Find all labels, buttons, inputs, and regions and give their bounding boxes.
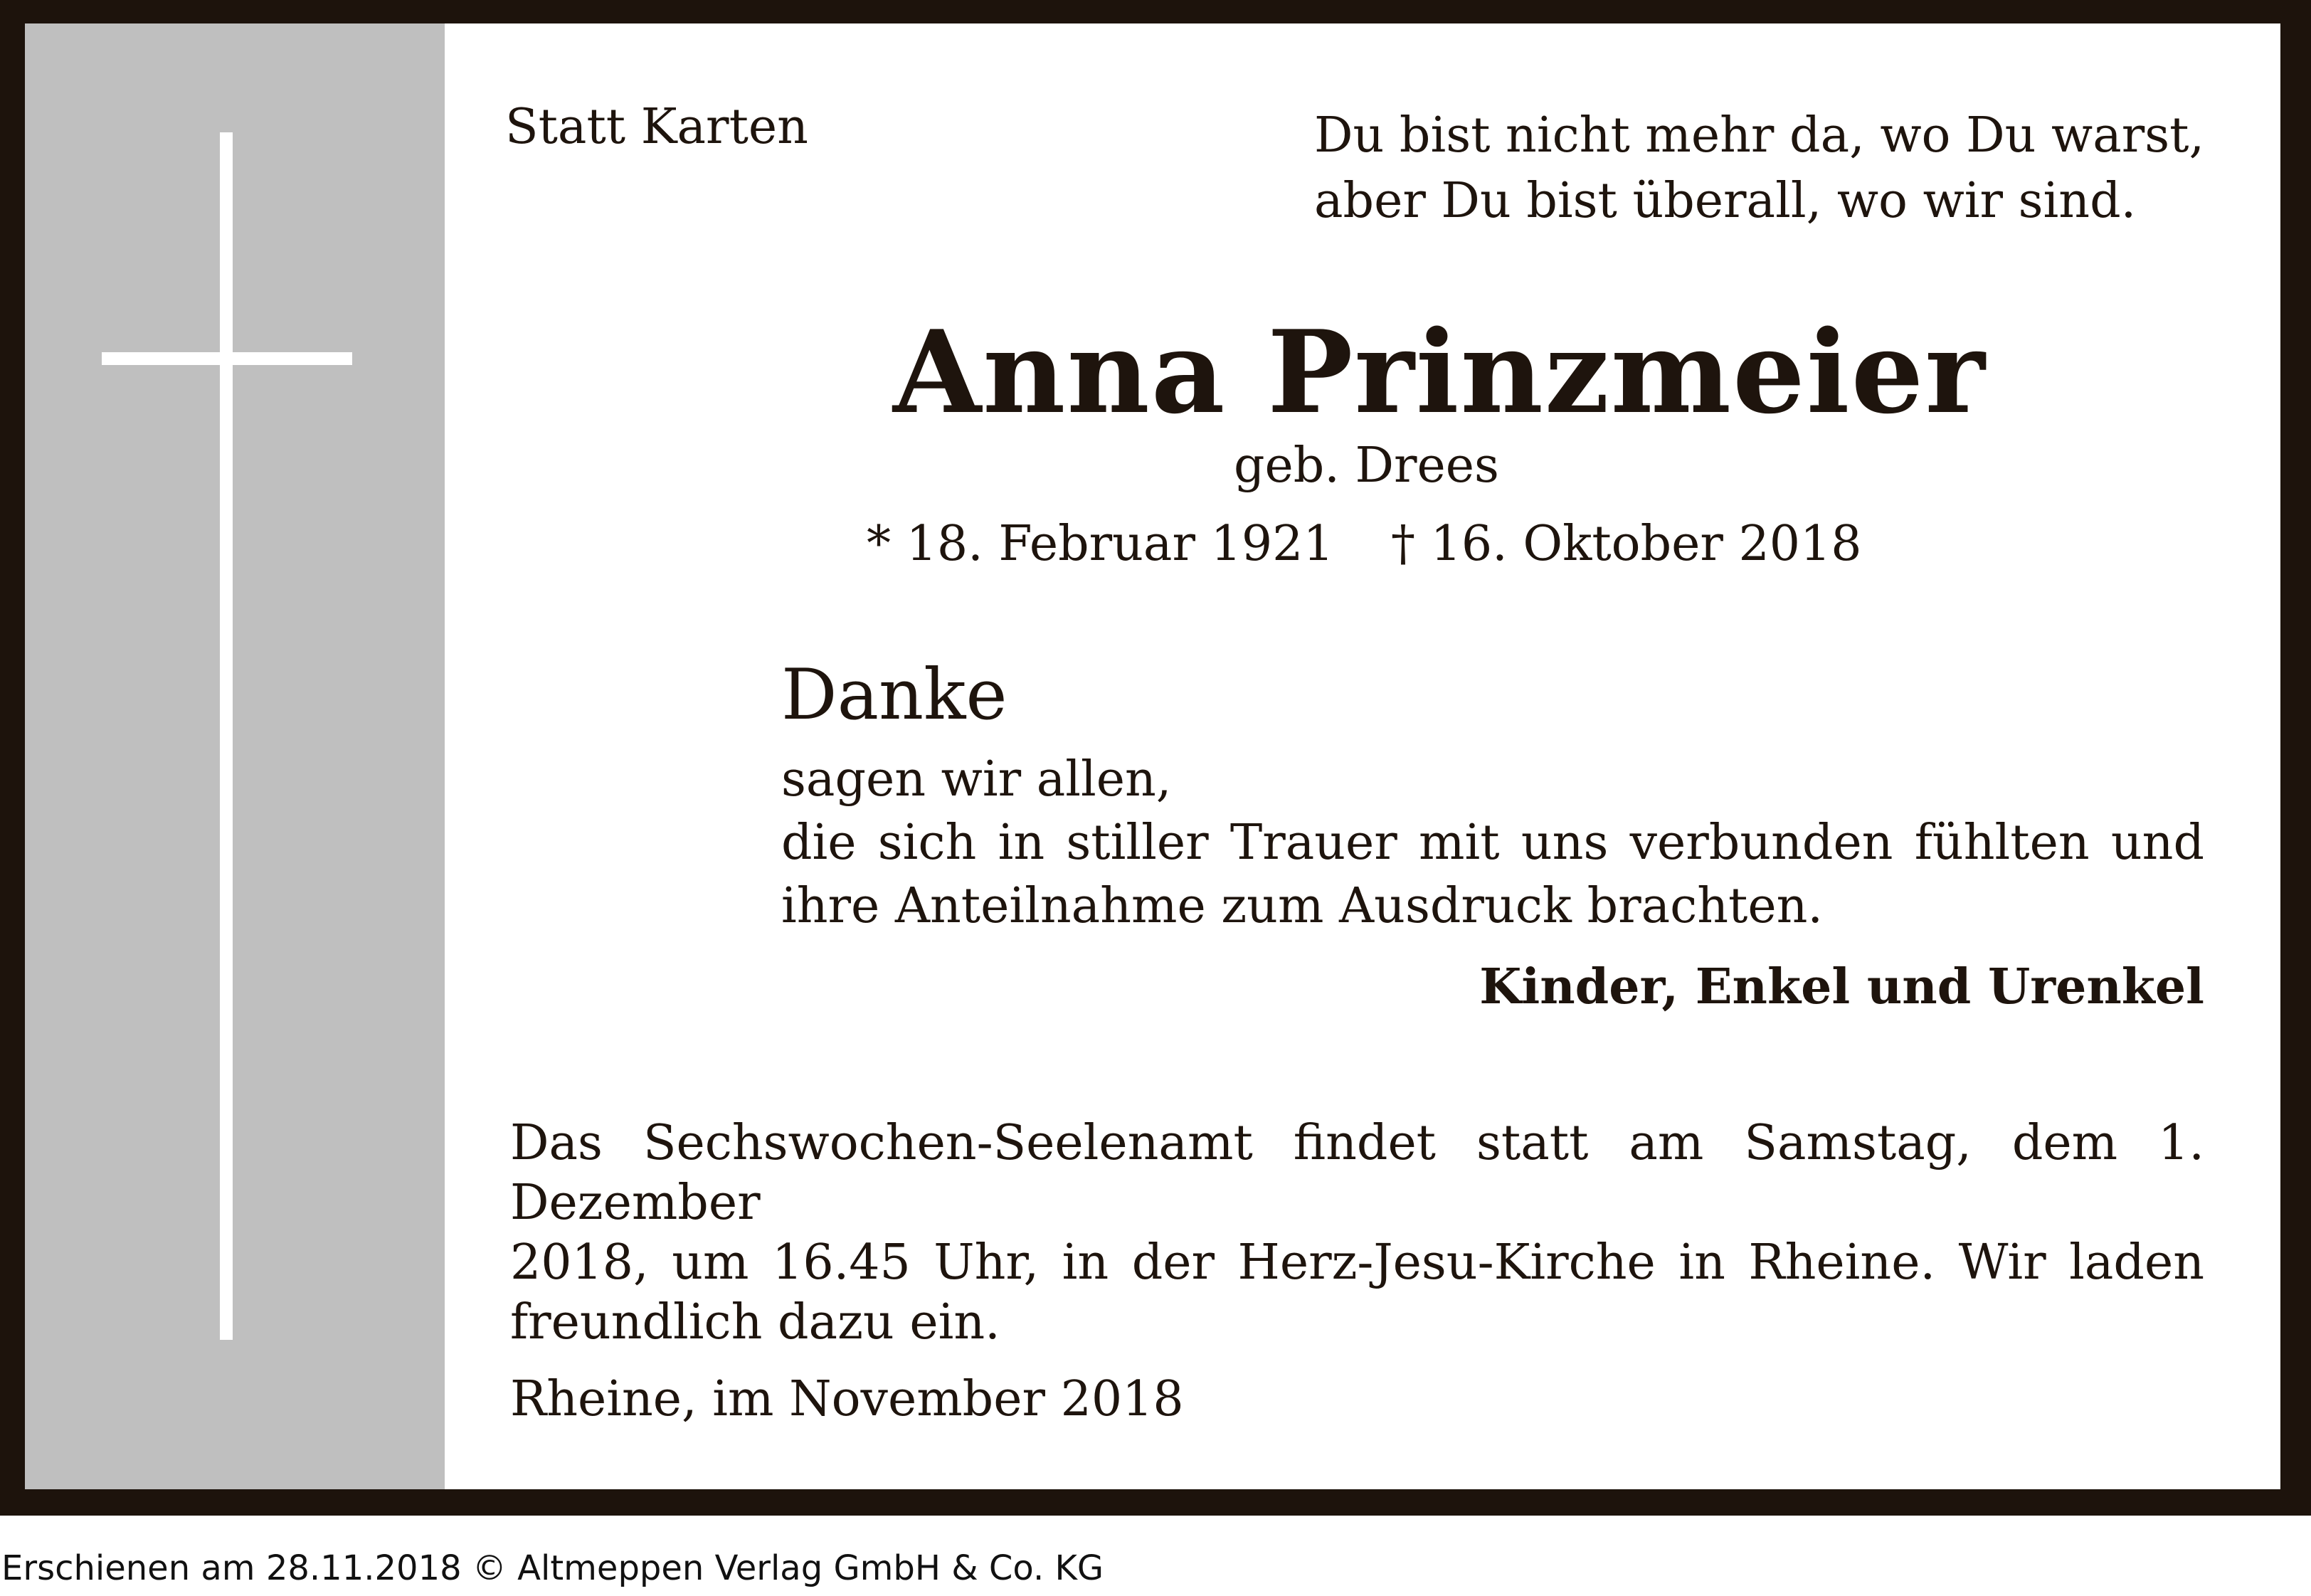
thanks-line: ihre Anteilnahme zum Ausdruck brachten. xyxy=(781,878,1824,934)
obituary-content xyxy=(25,23,2280,1489)
quote-line: Du bist nicht mehr da, wo Du warst, xyxy=(1314,107,2205,164)
memorial-quote xyxy=(1314,103,2204,234)
deceased-name: Anna Prinzmeier xyxy=(893,305,1987,439)
place-date: Rheine, im November 2018 xyxy=(510,1371,1184,1427)
service-announcement xyxy=(510,1114,2204,1353)
maiden-name: geb. Drees xyxy=(1234,438,1499,494)
service-line: freundlich dazu ein. xyxy=(510,1294,1000,1351)
thanks-line: die sich in stiller Trauer mit uns verbunden fühlten und xyxy=(781,815,2204,871)
quote-line: aber Du bist überall, wo wir sind. xyxy=(1314,173,2137,229)
publication-footer: Erschienen am 28.11.2018 © Altmeppen Verlag GmbH & Co. KG xyxy=(1,1548,1104,1588)
family-signature: Kinder, Enkel und Urenkel xyxy=(1479,958,2204,1015)
statt-karten-label: Statt Karten xyxy=(505,99,808,155)
obituary-card xyxy=(25,23,2280,1489)
thanks-text xyxy=(781,748,2204,938)
death-date: † 16. Oktober 2018 xyxy=(1391,516,1862,572)
service-line: 2018, um 16.45 Uhr, in der Herz-Jesu-Kirche in Rheine. Wir laden xyxy=(510,1235,2204,1291)
service-line: Das Sechswochen-Seelenamt findet statt am Samstag, dem 1. Dezember xyxy=(510,1115,2204,1231)
birth-date: * 18. Februar 1921 xyxy=(867,516,1334,572)
thanks-heading: Danke xyxy=(781,655,1008,736)
thanks-line: sagen wir allen, xyxy=(781,751,1172,808)
